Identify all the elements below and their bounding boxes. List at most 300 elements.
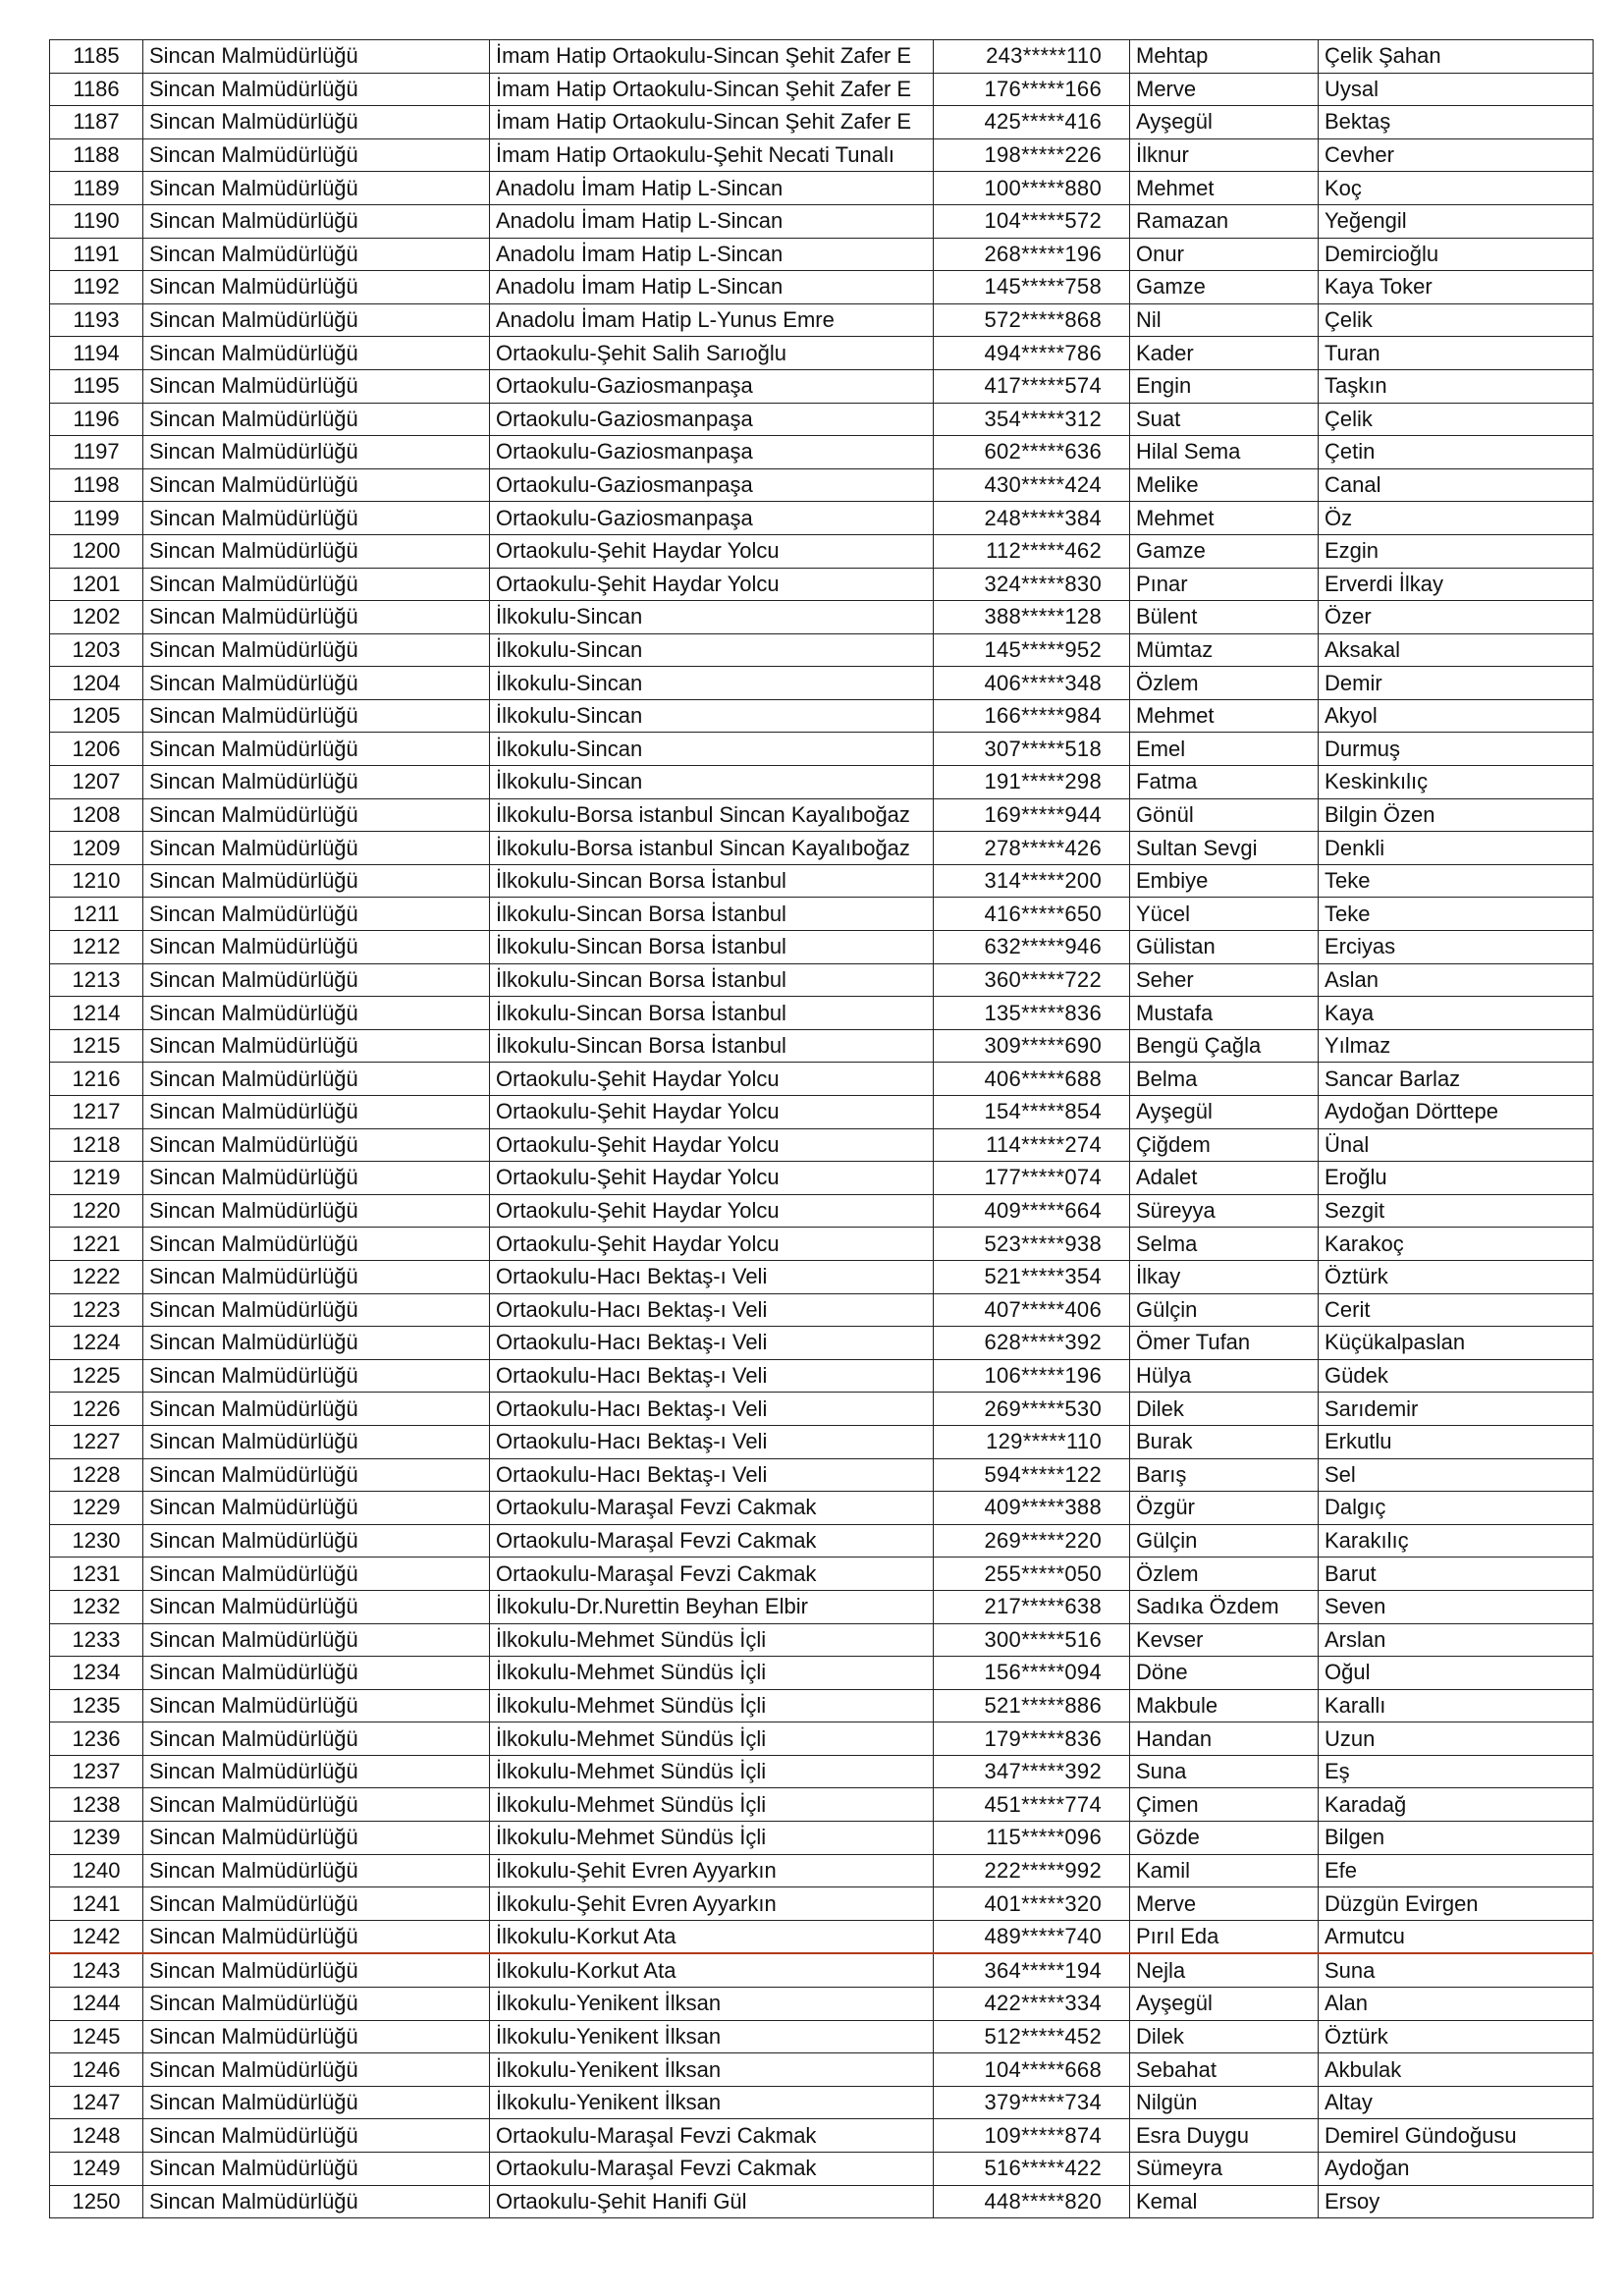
- school-cell: İlkokulu-Yenikent İlksan: [490, 2020, 934, 2053]
- table-row: [50, 1722, 1594, 1756]
- row-number: 1239: [50, 1822, 143, 1855]
- tax-office-cell: Sincan Malmüdürlüğü: [143, 568, 490, 601]
- masked-id-cell: 409*****388: [934, 1492, 1130, 1525]
- tax-office-cell: Sincan Malmüdürlüğü: [143, 766, 490, 799]
- school-cell: İlkokulu-Şehit Evren Ayyarkın: [490, 1887, 934, 1921]
- tax-office-cell: Sincan Malmüdürlüğü: [143, 1590, 490, 1623]
- school-cell: Ortaokulu-Şehit Haydar Yolcu: [490, 1128, 934, 1162]
- row-number: 1233: [50, 1623, 143, 1657]
- masked-id-cell: 388*****128: [934, 601, 1130, 634]
- school-cell: İlkokulu-Borsa istanbul Sincan Kayalıboğaz: [490, 832, 934, 865]
- masked-id-cell: 425*****416: [934, 106, 1130, 139]
- table-row: [50, 633, 1594, 667]
- row-number: 1189: [50, 172, 143, 205]
- table-row: [50, 138, 1594, 172]
- last-name-cell: Cevher: [1319, 138, 1594, 172]
- first-name-cell: Gülçin: [1130, 1293, 1319, 1327]
- school-cell: İlkokulu-Sincan Borsa İstanbul: [490, 1029, 934, 1063]
- last-name-cell: Uzun: [1319, 1722, 1594, 1756]
- school-cell: İlkokulu-Mehmet Sündüs İçli: [490, 1623, 934, 1657]
- school-cell: Ortaokulu-Hacı Bektaş-ı Veli: [490, 1359, 934, 1393]
- first-name-cell: Ayşegül: [1130, 1096, 1319, 1129]
- first-name-cell: Ayşegül: [1130, 106, 1319, 139]
- tax-office-cell: Sincan Malmüdürlüğü: [143, 1524, 490, 1558]
- last-name-cell: Akyol: [1319, 699, 1594, 733]
- row-number: 1202: [50, 601, 143, 634]
- row-number: 1208: [50, 798, 143, 832]
- tax-office-cell: Sincan Malmüdürlüğü: [143, 1988, 490, 2021]
- last-name-cell: Sel: [1319, 1458, 1594, 1492]
- first-name-cell: Adalet: [1130, 1162, 1319, 1195]
- school-cell: Ortaokulu-Şehit Haydar Yolcu: [490, 1096, 934, 1129]
- tax-office-cell: Sincan Malmüdürlüğü: [143, 502, 490, 535]
- row-number: 1235: [50, 1689, 143, 1722]
- last-name-cell: Eroğlu: [1319, 1162, 1594, 1195]
- tax-office-cell: Sincan Malmüdürlüğü: [143, 1822, 490, 1855]
- personnel-table: [49, 39, 1594, 2218]
- first-name-cell: Ömer Tufan: [1130, 1327, 1319, 1360]
- masked-id-cell: 243*****110: [934, 40, 1130, 74]
- first-name-cell: Gülistan: [1130, 931, 1319, 964]
- table-row: [50, 601, 1594, 634]
- table-row: [50, 1096, 1594, 1129]
- last-name-cell: Aydoğan Dörttepe: [1319, 1096, 1594, 1129]
- last-name-cell: Sarıdemir: [1319, 1393, 1594, 1426]
- tax-office-cell: Sincan Malmüdürlüğü: [143, 1260, 490, 1293]
- masked-id-cell: 516*****422: [934, 2153, 1130, 2186]
- last-name-cell: Yılmaz: [1319, 1029, 1594, 1063]
- masked-id-cell: 594*****122: [934, 1458, 1130, 1492]
- row-number: 1213: [50, 963, 143, 997]
- table-row: [50, 1920, 1594, 1953]
- table-row: [50, 1657, 1594, 1690]
- school-cell: Anadolu İmam Hatip L-Sincan: [490, 271, 934, 304]
- masked-id-cell: 109*****874: [934, 2119, 1130, 2153]
- school-cell: İmam Hatip Ortaokulu-Sincan Şehit Zafer E: [490, 40, 934, 74]
- school-cell: Ortaokulu-Hacı Bektaş-ı Veli: [490, 1260, 934, 1293]
- masked-id-cell: 145*****758: [934, 271, 1130, 304]
- row-number: 1192: [50, 271, 143, 304]
- table-row: [50, 403, 1594, 436]
- row-number: 1236: [50, 1722, 143, 1756]
- tax-office-cell: Sincan Malmüdürlüğü: [143, 106, 490, 139]
- tax-office-cell: Sincan Malmüdürlüğü: [143, 798, 490, 832]
- tax-office-cell: Sincan Malmüdürlüğü: [143, 699, 490, 733]
- masked-id-cell: 307*****518: [934, 733, 1130, 766]
- school-cell: İlkokulu-Mehmet Sündüs İçli: [490, 1755, 934, 1788]
- row-number: 1207: [50, 766, 143, 799]
- masked-id-cell: 521*****354: [934, 1260, 1130, 1293]
- row-number: 1246: [50, 2053, 143, 2087]
- table-row: [50, 733, 1594, 766]
- last-name-cell: Güdek: [1319, 1359, 1594, 1393]
- school-cell: İlkokulu-Mehmet Sündüs İçli: [490, 1788, 934, 1822]
- first-name-cell: Emel: [1130, 733, 1319, 766]
- tax-office-cell: Sincan Malmüdürlüğü: [143, 667, 490, 700]
- school-cell: Ortaokulu-Gaziosmanpaşa: [490, 369, 934, 403]
- school-cell: Anadolu İmam Hatip L-Yunus Emre: [490, 303, 934, 337]
- first-name-cell: Özlem: [1130, 667, 1319, 700]
- row-number: 1210: [50, 864, 143, 898]
- masked-id-cell: 114*****274: [934, 1128, 1130, 1162]
- masked-id-cell: 177*****074: [934, 1162, 1130, 1195]
- table-row: [50, 699, 1594, 733]
- masked-id-cell: 572*****868: [934, 303, 1130, 337]
- last-name-cell: Aydoğan: [1319, 2153, 1594, 2186]
- row-number: 1200: [50, 534, 143, 568]
- first-name-cell: Gamze: [1130, 271, 1319, 304]
- school-cell: İlkokulu-Mehmet Sündüs İçli: [490, 1722, 934, 1756]
- first-name-cell: Sümeyra: [1130, 2153, 1319, 2186]
- first-name-cell: Mehtap: [1130, 40, 1319, 74]
- masked-id-cell: 217*****638: [934, 1590, 1130, 1623]
- masked-id-cell: 222*****992: [934, 1854, 1130, 1887]
- masked-id-cell: 269*****220: [934, 1524, 1130, 1558]
- last-name-cell: Demir: [1319, 667, 1594, 700]
- school-cell: İlkokulu-Sincan: [490, 699, 934, 733]
- row-number: 1240: [50, 1854, 143, 1887]
- masked-id-cell: 198*****226: [934, 138, 1130, 172]
- last-name-cell: Cerit: [1319, 1293, 1594, 1327]
- first-name-cell: İlkay: [1130, 1260, 1319, 1293]
- first-name-cell: Çiğdem: [1130, 1128, 1319, 1162]
- tax-office-cell: Sincan Malmüdürlüğü: [143, 1920, 490, 1953]
- table-row: [50, 1458, 1594, 1492]
- first-name-cell: Engin: [1130, 369, 1319, 403]
- first-name-cell: Pınar: [1130, 568, 1319, 601]
- first-name-cell: Suna: [1130, 1755, 1319, 1788]
- table-row: [50, 1558, 1594, 1591]
- tax-office-cell: Sincan Malmüdürlüğü: [143, 369, 490, 403]
- masked-id-cell: 347*****392: [934, 1755, 1130, 1788]
- table-row: [50, 106, 1594, 139]
- school-cell: İlkokulu-Sincan: [490, 733, 934, 766]
- tax-office-cell: Sincan Malmüdürlüğü: [143, 1029, 490, 1063]
- school-cell: Ortaokulu-Maraşal Fevzi Cakmak: [490, 1558, 934, 1591]
- first-name-cell: Selma: [1130, 1228, 1319, 1261]
- first-name-cell: Embiye: [1130, 864, 1319, 898]
- row-number: 1191: [50, 238, 143, 271]
- tax-office-cell: Sincan Malmüdürlüğü: [143, 1425, 490, 1458]
- first-name-cell: Merve: [1130, 1887, 1319, 1921]
- table-row: [50, 271, 1594, 304]
- tax-office-cell: Sincan Malmüdürlüğü: [143, 601, 490, 634]
- school-cell: İlkokulu-Şehit Evren Ayyarkın: [490, 1854, 934, 1887]
- tax-office-cell: Sincan Malmüdürlüğü: [143, 1657, 490, 1690]
- table-row: [50, 798, 1594, 832]
- tax-office-cell: Sincan Malmüdürlüğü: [143, 238, 490, 271]
- last-name-cell: Teke: [1319, 898, 1594, 931]
- table-row: [50, 1359, 1594, 1393]
- table-row: [50, 2185, 1594, 2218]
- first-name-cell: Belma: [1130, 1063, 1319, 1096]
- masked-id-cell: 422*****334: [934, 1988, 1130, 2021]
- row-number: 1204: [50, 667, 143, 700]
- tax-office-cell: Sincan Malmüdürlüğü: [143, 1953, 490, 1987]
- school-cell: İmam Hatip Ortaokulu-Sincan Şehit Zafer E: [490, 106, 934, 139]
- table-row: [50, 303, 1594, 337]
- row-number: 1225: [50, 1359, 143, 1393]
- row-number: 1249: [50, 2153, 143, 2186]
- last-name-cell: Durmuş: [1319, 733, 1594, 766]
- masked-id-cell: 602*****636: [934, 436, 1130, 469]
- first-name-cell: Makbule: [1130, 1689, 1319, 1722]
- school-cell: Ortaokulu-Şehit Hanifi Gül: [490, 2185, 934, 2218]
- first-name-cell: Mustafa: [1130, 997, 1319, 1030]
- masked-id-cell: 154*****854: [934, 1096, 1130, 1129]
- tax-office-cell: Sincan Malmüdürlüğü: [143, 1689, 490, 1722]
- row-number: 1234: [50, 1657, 143, 1690]
- row-number: 1197: [50, 436, 143, 469]
- school-cell: Ortaokulu-Hacı Bektaş-ı Veli: [490, 1458, 934, 1492]
- table-row: [50, 1755, 1594, 1788]
- last-name-cell: Turan: [1319, 337, 1594, 370]
- row-number: 1219: [50, 1162, 143, 1195]
- row-number: 1187: [50, 106, 143, 139]
- table-row: [50, 1162, 1594, 1195]
- first-name-cell: Esra Duygu: [1130, 2119, 1319, 2153]
- school-cell: Ortaokulu-Maraşal Fevzi Cakmak: [490, 2153, 934, 2186]
- masked-id-cell: 314*****200: [934, 864, 1130, 898]
- table-row: [50, 204, 1594, 238]
- masked-id-cell: 169*****944: [934, 798, 1130, 832]
- tax-office-cell: Sincan Malmüdürlüğü: [143, 1558, 490, 1591]
- table-row: [50, 1689, 1594, 1722]
- row-number: 1243: [50, 1953, 143, 1987]
- school-cell: Ortaokulu-Şehit Haydar Yolcu: [490, 568, 934, 601]
- tax-office-cell: Sincan Malmüdürlüğü: [143, 2119, 490, 2153]
- first-name-cell: Sebahat: [1130, 2053, 1319, 2087]
- row-number: 1227: [50, 1425, 143, 1458]
- last-name-cell: Suna: [1319, 1953, 1594, 1987]
- table-row: [50, 1788, 1594, 1822]
- last-name-cell: Ersoy: [1319, 2185, 1594, 2218]
- row-number: 1248: [50, 2119, 143, 2153]
- school-cell: İlkokulu-Borsa istanbul Sincan Kayalıboğaz: [490, 798, 934, 832]
- table-row: [50, 568, 1594, 601]
- table-row: [50, 238, 1594, 271]
- row-number: 1228: [50, 1458, 143, 1492]
- last-name-cell: Dalgıç: [1319, 1492, 1594, 1525]
- tax-office-cell: Sincan Malmüdürlüğü: [143, 271, 490, 304]
- school-cell: Anadolu İmam Hatip L-Sincan: [490, 172, 934, 205]
- masked-id-cell: 106*****196: [934, 1359, 1130, 1393]
- school-cell: Ortaokulu-Şehit Haydar Yolcu: [490, 1063, 934, 1096]
- row-number: 1201: [50, 568, 143, 601]
- row-number: 1205: [50, 699, 143, 733]
- first-name-cell: Mehmet: [1130, 502, 1319, 535]
- school-cell: Ortaokulu-Şehit Haydar Yolcu: [490, 1162, 934, 1195]
- first-name-cell: Handan: [1130, 1722, 1319, 1756]
- masked-id-cell: 489*****740: [934, 1920, 1130, 1953]
- masked-id-cell: 409*****664: [934, 1194, 1130, 1228]
- first-name-cell: Merve: [1130, 73, 1319, 106]
- school-cell: İlkokulu-Yenikent İlksan: [490, 2086, 934, 2119]
- table-row: [50, 832, 1594, 865]
- first-name-cell: İlknur: [1130, 138, 1319, 172]
- row-number: 1206: [50, 733, 143, 766]
- row-number: 1238: [50, 1788, 143, 1822]
- masked-id-cell: 523*****938: [934, 1228, 1130, 1261]
- last-name-cell: Koç: [1319, 172, 1594, 205]
- first-name-cell: Nejla: [1130, 1953, 1319, 1987]
- tax-office-cell: Sincan Malmüdürlüğü: [143, 1887, 490, 1921]
- table-row: [50, 1228, 1594, 1261]
- last-name-cell: Alan: [1319, 1988, 1594, 2021]
- masked-id-cell: 176*****166: [934, 73, 1130, 106]
- school-cell: Ortaokulu-Hacı Bektaş-ı Veli: [490, 1293, 934, 1327]
- masked-id-cell: 309*****690: [934, 1029, 1130, 1063]
- table-row: [50, 369, 1594, 403]
- table-row: [50, 997, 1594, 1030]
- school-cell: Ortaokulu-Maraşal Fevzi Cakmak: [490, 1524, 934, 1558]
- row-number: 1241: [50, 1887, 143, 1921]
- masked-id-cell: 104*****572: [934, 204, 1130, 238]
- masked-id-cell: 324*****830: [934, 568, 1130, 601]
- masked-id-cell: 179*****836: [934, 1722, 1130, 1756]
- masked-id-cell: 248*****384: [934, 502, 1130, 535]
- first-name-cell: Kader: [1130, 337, 1319, 370]
- school-cell: Ortaokulu-Gaziosmanpaşa: [490, 468, 934, 502]
- first-name-cell: Kemal: [1130, 2185, 1319, 2218]
- school-cell: İlkokulu-Yenikent İlksan: [490, 2053, 934, 2087]
- table-row: [50, 1425, 1594, 1458]
- table-row: [50, 2053, 1594, 2087]
- tax-office-cell: Sincan Malmüdürlüğü: [143, 864, 490, 898]
- masked-id-cell: 156*****094: [934, 1657, 1130, 1690]
- first-name-cell: Kamil: [1130, 1854, 1319, 1887]
- table-row: [50, 963, 1594, 997]
- tax-office-cell: Sincan Malmüdürlüğü: [143, 303, 490, 337]
- tax-office-cell: Sincan Malmüdürlüğü: [143, 73, 490, 106]
- last-name-cell: Çelik: [1319, 403, 1594, 436]
- table-row: [50, 1128, 1594, 1162]
- first-name-cell: Mümtaz: [1130, 633, 1319, 667]
- row-number: 1220: [50, 1194, 143, 1228]
- masked-id-cell: 115*****096: [934, 1822, 1130, 1855]
- table-row: [50, 73, 1594, 106]
- school-cell: İlkokulu-Mehmet Sündüs İçli: [490, 1822, 934, 1855]
- masked-id-cell: 628*****392: [934, 1327, 1130, 1360]
- first-name-cell: Kevser: [1130, 1623, 1319, 1657]
- masked-id-cell: 255*****050: [934, 1558, 1130, 1591]
- last-name-cell: Karadağ: [1319, 1788, 1594, 1822]
- masked-id-cell: 360*****722: [934, 963, 1130, 997]
- tax-office-cell: Sincan Malmüdürlüğü: [143, 436, 490, 469]
- last-name-cell: Eş: [1319, 1755, 1594, 1788]
- tax-office-cell: Sincan Malmüdürlüğü: [143, 2153, 490, 2186]
- school-cell: İlkokulu-Sincan: [490, 766, 934, 799]
- last-name-cell: Canal: [1319, 468, 1594, 502]
- masked-id-cell: 406*****348: [934, 667, 1130, 700]
- table-row: [50, 898, 1594, 931]
- last-name-cell: Karakılıç: [1319, 1524, 1594, 1558]
- document-page: [49, 39, 1593, 2218]
- tax-office-cell: Sincan Malmüdürlüğü: [143, 1128, 490, 1162]
- school-cell: İmam Hatip Ortaokulu-Şehit Necati Tunalı: [490, 138, 934, 172]
- tax-office-cell: Sincan Malmüdürlüğü: [143, 2185, 490, 2218]
- school-cell: Ortaokulu-Hacı Bektaş-ı Veli: [490, 1327, 934, 1360]
- table-body: [50, 40, 1594, 2218]
- table-row: [50, 436, 1594, 469]
- tax-office-cell: Sincan Malmüdürlüğü: [143, 172, 490, 205]
- table-row: [50, 1623, 1594, 1657]
- row-number: 1212: [50, 931, 143, 964]
- last-name-cell: Ünal: [1319, 1128, 1594, 1162]
- last-name-cell: Demirel Gündoğusu: [1319, 2119, 1594, 2153]
- row-number: 1231: [50, 1558, 143, 1591]
- table-row: [50, 1887, 1594, 1921]
- tax-office-cell: Sincan Malmüdürlüğü: [143, 963, 490, 997]
- table-row: [50, 2086, 1594, 2119]
- last-name-cell: Efe: [1319, 1854, 1594, 1887]
- first-name-cell: Sultan Sevgi: [1130, 832, 1319, 865]
- table-row: [50, 1822, 1594, 1855]
- table-row: [50, 172, 1594, 205]
- table-row: [50, 1260, 1594, 1293]
- masked-id-cell: 407*****406: [934, 1293, 1130, 1327]
- school-cell: İlkokulu-Sincan Borsa İstanbul: [490, 864, 934, 898]
- last-name-cell: Arslan: [1319, 1623, 1594, 1657]
- table-row: [50, 1854, 1594, 1887]
- last-name-cell: Ezgin: [1319, 534, 1594, 568]
- tax-office-cell: Sincan Malmüdürlüğü: [143, 138, 490, 172]
- last-name-cell: Erkutlu: [1319, 1425, 1594, 1458]
- last-name-cell: Erciyas: [1319, 931, 1594, 964]
- masked-id-cell: 135*****836: [934, 997, 1130, 1030]
- row-number: 1190: [50, 204, 143, 238]
- last-name-cell: Aksakal: [1319, 633, 1594, 667]
- tax-office-cell: Sincan Malmüdürlüğü: [143, 898, 490, 931]
- last-name-cell: Çelik: [1319, 303, 1594, 337]
- row-number: 1245: [50, 2020, 143, 2053]
- row-number: 1250: [50, 2185, 143, 2218]
- row-number: 1242: [50, 1920, 143, 1953]
- first-name-cell: Süreyya: [1130, 1194, 1319, 1228]
- tax-office-cell: Sincan Malmüdürlüğü: [143, 1623, 490, 1657]
- table-row: [50, 931, 1594, 964]
- last-name-cell: Özer: [1319, 601, 1594, 634]
- last-name-cell: Çelik Şahan: [1319, 40, 1594, 74]
- school-cell: İlkokulu-Sincan Borsa İstanbul: [490, 963, 934, 997]
- row-number: 1217: [50, 1096, 143, 1129]
- first-name-cell: Özlem: [1130, 1558, 1319, 1591]
- last-name-cell: Aslan: [1319, 963, 1594, 997]
- first-name-cell: Ayşegül: [1130, 1988, 1319, 2021]
- last-name-cell: Keskinkılıç: [1319, 766, 1594, 799]
- school-cell: İlkokulu-Dr.Nurettin Beyhan Elbir: [490, 1590, 934, 1623]
- table-row: [50, 1393, 1594, 1426]
- masked-id-cell: 100*****880: [934, 172, 1130, 205]
- table-row: [50, 40, 1594, 74]
- masked-id-cell: 269*****530: [934, 1393, 1130, 1426]
- school-cell: Ortaokulu-Gaziosmanpaşa: [490, 436, 934, 469]
- last-name-cell: Düzgün Evirgen: [1319, 1887, 1594, 1921]
- first-name-cell: Nil: [1130, 303, 1319, 337]
- school-cell: İlkokulu-Sincan Borsa İstanbul: [490, 931, 934, 964]
- first-name-cell: Pırıl Eda: [1130, 1920, 1319, 1953]
- last-name-cell: Barut: [1319, 1558, 1594, 1591]
- tax-office-cell: Sincan Malmüdürlüğü: [143, 1458, 490, 1492]
- last-name-cell: Öz: [1319, 502, 1594, 535]
- last-name-cell: Karallı: [1319, 1689, 1594, 1722]
- tax-office-cell: Sincan Malmüdürlüğü: [143, 733, 490, 766]
- last-name-cell: Yeğengil: [1319, 204, 1594, 238]
- masked-id-cell: 401*****320: [934, 1887, 1130, 1921]
- last-name-cell: Denkli: [1319, 832, 1594, 865]
- last-name-cell: Uysal: [1319, 73, 1594, 106]
- tax-office-cell: Sincan Malmüdürlüğü: [143, 1228, 490, 1261]
